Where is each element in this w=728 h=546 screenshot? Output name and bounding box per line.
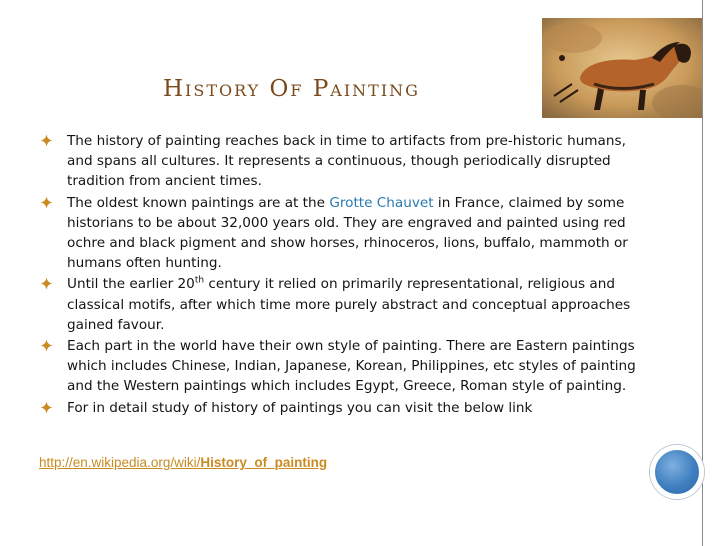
link-prefix[interactable]: http://en.wikipedia.org/wiki/ xyxy=(39,455,201,470)
grotte-chauvet-link[interactable]: Grotte Chauvet xyxy=(329,194,434,211)
bullet-marker-icon xyxy=(40,339,53,352)
bullet-marker-icon xyxy=(40,401,53,414)
wikipedia-link[interactable] xyxy=(39,455,327,470)
bullet-item-3 xyxy=(40,274,640,335)
bullet-text: Each part in the world have their own style of painting. There are Eastern paintings which includes Chinese, Indian, Japanese, Korean, Philippines, etc styles of painting and the Western paintings which includes Egypt, Greece, Roman style of painting. xyxy=(67,338,636,395)
bullet-text: in France, claimed by some historians to be about 32,000 years old. They are engraved and painted using red ochre and black pigment and show horses, rhinoceros, lions, buffalo, mammoth or humans often hunting. xyxy=(67,194,628,272)
bullet-item-2 xyxy=(40,193,640,274)
decorative-circle xyxy=(650,445,704,499)
bullet-text: For in detail study of history of paintings you can visit the below link xyxy=(67,399,533,416)
link-bold-part[interactable]: History_of_painting xyxy=(200,455,328,470)
bullet-item-4 xyxy=(40,336,640,397)
bullet-text: Until the earlier 20 xyxy=(67,276,195,293)
bullet-text: century it relied on primarily representational, religious and classical motifs, after which time more purely abstract and conceptual approaches gained favour. xyxy=(67,276,631,333)
bullet-item-1 xyxy=(40,131,640,192)
bullet-text: The oldest known paintings are at the xyxy=(67,194,330,211)
slide-title: History Of Painting xyxy=(163,76,420,102)
bullet-item-5 xyxy=(40,398,640,418)
bullet-marker-icon xyxy=(40,134,53,147)
bullet-marker-icon xyxy=(40,277,53,290)
superscript: th xyxy=(194,275,205,286)
bullet-list xyxy=(40,131,640,419)
bullet-text: The history of painting reaches back in time to artifacts from pre-historic humans, and spans all cultures. It represents a continuous, though periodically disrupted tradition from ancient times. xyxy=(67,133,626,190)
bullet-marker-icon xyxy=(40,196,53,209)
cave-painting-image xyxy=(542,18,702,118)
